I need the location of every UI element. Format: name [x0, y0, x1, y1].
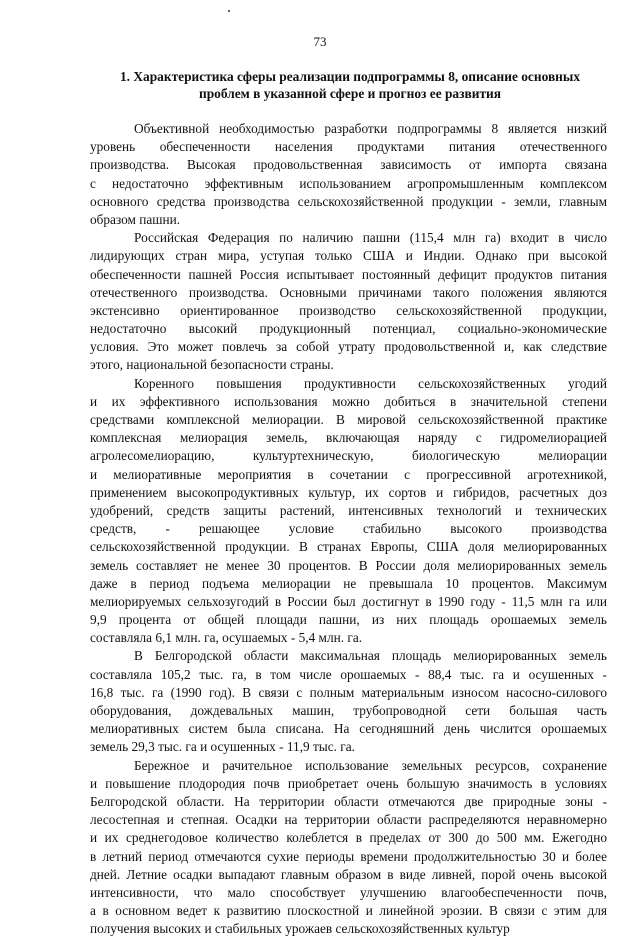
- paragraph-line: сельскохозяйственной продукции. В странах Европы, США доля мелиорированных: [90, 539, 607, 555]
- paragraph-line: оборудования, дождевальных машин, трубопроводной сети большая часть: [90, 703, 607, 718]
- paragraph-line: удобрений, средств защиты растений, интенсивных технологий и технических: [90, 502, 607, 518]
- paragraph: [90, 757, 607, 938]
- paragraph-line: недостаточно высокий продукционный потенциал, социально-экономические: [90, 321, 607, 337]
- paragraph-line: комплексная мелиорация земель, включающая наряду с гидромелиорацией: [90, 430, 607, 446]
- paragraph-line: Бережное и рачительное использование земельных ресурсов, сохранение: [134, 757, 607, 773]
- section-heading: [100, 68, 600, 102]
- paragraph-line: даже в период подъема мелиорации не превышала 10 процентов. Максимум: [90, 575, 607, 591]
- paragraph-line: получения высоких и стабильных урожаев сельскохозяйственных культур: [90, 921, 510, 937]
- body-text: [90, 120, 607, 938]
- paragraph-line: и мелиоративные мероприятия в сочетании с прогрессивной агротехникой,: [90, 466, 607, 482]
- paragraph: [90, 375, 607, 648]
- paragraph-line: дней. Летние осадки выпадают главным образом в виде ливней, порой очень высокой: [90, 866, 607, 882]
- paragraph-line: лидирующих стран мира, уступая только США и Индии. Однако при высокой: [90, 248, 607, 264]
- paragraph-line: Объективной необходимостью разработки подпрограммы 8 является низкий: [134, 121, 607, 136]
- paragraph-line: лесостепная и степная. Осадки на территории области распределяются неравномерно: [90, 812, 607, 828]
- paragraph-line: мелиорируемых сельхозугодий в России был достигнут в 1990 году - 11,5 млн га или: [90, 593, 607, 609]
- paragraph: [90, 229, 607, 375]
- paragraph: [90, 120, 607, 229]
- paragraph-line: агролесомелиорацию, культуртехническую, биологическую мелиорации: [90, 448, 607, 464]
- heading-line-2: проблем в указанной сфере и прогноз ее развития: [199, 86, 501, 101]
- paragraph-line: обеспеченности пашней Россия испытывает постоянный дефицит продуктов питания: [90, 266, 607, 282]
- paragraph-line: Белгородской области. На территории области отмечаются две природные зоны -: [90, 793, 607, 809]
- paragraph-line: 16,8 тыс. га (1990 год). В связи с полным материальным износом насосно-силового: [90, 684, 607, 700]
- paragraph-line: условия. Это может повлечь за собой утрату продовольственной и, как следствие: [90, 339, 607, 355]
- paragraph-line: 9,9 процента от общей площади пашни, из них площадь орошаемых земель: [90, 612, 607, 628]
- paragraph: [90, 647, 607, 756]
- paragraph-line: мелиоративных систем была списана. На сегодняшний день числится орошаемых: [90, 721, 607, 737]
- scan-dot-mark: [228, 10, 230, 12]
- heading-line-1: 1. Характеристика сферы реализации подпрограммы 8, описание основных: [119, 69, 581, 84]
- paragraph-line: применением высокопродуктивных культур, их сортов и гибридов, расчетных доз: [90, 484, 607, 500]
- paragraph-line: интенсивности, что мало способствует улучшению влагообеспеченности почв,: [90, 884, 607, 900]
- paragraph-line: с недостаточно эффективным использованием агропромышленным комплексом: [90, 175, 607, 191]
- paragraph-line: а в основном ведет к развитию плоскостной и линейной эрозии. В связи с этим для: [90, 903, 607, 919]
- paragraph-line: земель составляет не менее 30 процентов. В России доля мелиорированных земель: [90, 557, 607, 573]
- paragraph-line: уровень обеспеченности населения продуктами питания отечественного: [90, 139, 607, 155]
- paragraph-line: и повышение плодородия почв приобретает очень большую значимость в условиях: [90, 775, 607, 791]
- paragraph-line: в летний период отмечаются сухие периоды времени продолжительностью 30 и более: [90, 848, 607, 864]
- paragraph-line: В Белгородской области максимальная площадь мелиорированных земель: [134, 648, 607, 664]
- paragraph-line: средствами комплексной мелиорации. В мировой сельскохозяйственной практике: [90, 412, 607, 427]
- paragraph-line: основного средства производства сельскохозяйственной продукции - земли, главным: [90, 193, 607, 209]
- paragraph-line: земель 29,3 тыс. га и осушенных - 11,9 тыс. га.: [90, 739, 355, 755]
- paragraph-line: Коренного повышения продуктивности сельскохозяйственных угодий: [134, 375, 607, 391]
- paragraph-line: отечественного производства. Основными причинами такого положения являются: [90, 284, 607, 300]
- paragraph-line: составляла 105,2 тыс. га, в том числе орошаемых - 88,4 тыс. га и осушенных -: [90, 666, 607, 682]
- paragraph-line: и их эффективного использования можно добиться в значительной степени: [90, 393, 607, 409]
- page-number: 73: [313, 34, 327, 49]
- paragraph-line: образом пашни.: [90, 211, 181, 227]
- paragraph-line: Российская Федерация по наличию пашни (115,4 млн га) входит в число: [134, 230, 607, 246]
- paragraph-line: экстенсивно ориентированное производство сельскохозяйственной продукции,: [90, 302, 607, 318]
- paragraph-line: производства. Высокая продовольственная зависимость от импорта связана: [90, 157, 607, 173]
- paragraph-line: средств, - решающее условие стабильно высокого производства: [90, 521, 607, 537]
- paragraph-line: этого, национальной безопасности страны.: [90, 357, 334, 373]
- paragraph-line: составляла 6,1 млн. га, осушаемых - 5,4 млн. га.: [90, 630, 363, 646]
- paragraph-line: и их среднегодовое количество колеблется в пределах от 300 до 500 мм. Ежегодно: [90, 830, 607, 846]
